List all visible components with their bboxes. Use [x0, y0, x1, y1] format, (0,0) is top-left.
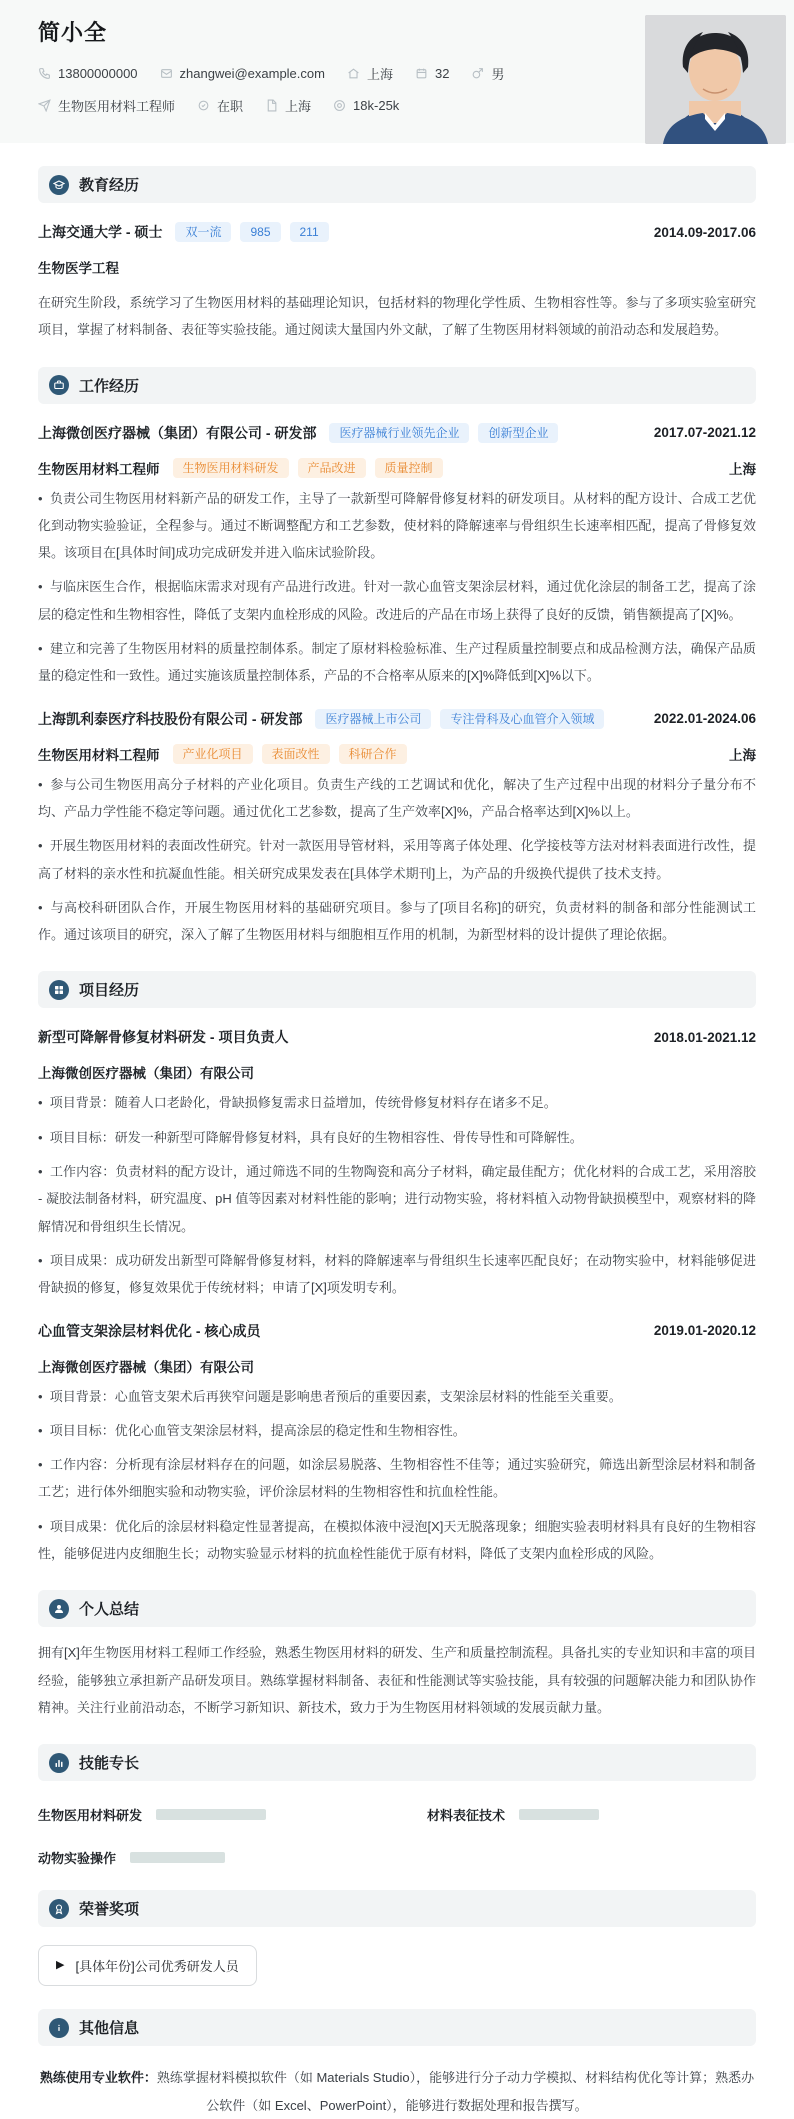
- project-company: 上海微创医疗器械（集团）有限公司: [38, 1359, 254, 1375]
- section-title-work: 工作经历: [79, 377, 140, 395]
- info-icon: [49, 2018, 69, 2038]
- age-icon: [415, 67, 428, 80]
- salary-item: [333, 98, 399, 113]
- status-item: [197, 96, 243, 115]
- bullet-item: • 负责公司生物医用材料新产品的研发工作，主导了一款新型可降解骨修复材料的研发项目。从材料的配方设计、合成工艺优化到动物实验验证，全程参与。通过不断调整配方和工艺参数，使材料的降解速率与骨组织生长速率相匹配，提高了骨修复效果。该项目在[具体时间]成功完成研发并进入临床试验阶段。: [38, 485, 756, 567]
- bullet-item: • 项目目标：优化心血管支架涂层材料，提高涂层的稳定性和生物相容性。: [38, 1417, 756, 1444]
- project-date: 2018.01-2021.12: [653, 1029, 756, 1045]
- bar-chart-icon: [49, 1753, 69, 1773]
- section-title-other: 其他信息: [79, 2020, 140, 2038]
- section-title-honors: 荣誉奖项: [79, 1901, 140, 1919]
- section-header-projects: [38, 971, 756, 1008]
- city-item: [265, 96, 311, 115]
- briefcase-icon: [49, 375, 69, 395]
- gender-item: [471, 64, 504, 83]
- project-name: 新型可降解骨修复材料研发 - 项目负责人: [38, 1029, 289, 1046]
- bullet-item: • 项目成果：优化后的涂层材料稳定性显著提高，在模拟体液中浸泡[X]天无脱落现象；细胞实验表明材料具有良好的生物相容性，能够促进内皮细胞生长；动物实验显示材料的抗血栓性能优于原有材料，降低了支架内血栓形成的风险。: [38, 1513, 756, 1568]
- skill-grid: [38, 1805, 756, 1867]
- education-tags: [175, 222, 328, 242]
- position-name: 生物医用材料工程师: [38, 747, 160, 763]
- age-item: [415, 66, 449, 81]
- education-major-row: [38, 257, 756, 277]
- position-tag: 产业化项目: [173, 744, 253, 764]
- work-bullets: [38, 485, 756, 690]
- bullet-item: • 工作内容：负责材料的配方设计，通过筛选不同的生物陶瓷和高分子材料，确定最佳配方；优化材料的合成工艺，采用溶胶 - 凝胶法制备材料，研究温度、pH 值等因素对材料性能的影响；进行动物实验，将材料植入动物骨缺损模型中，观察材料的降解情况和骨组织生长情况。: [38, 1158, 756, 1240]
- section-title-projects: 项目经历: [79, 982, 140, 1000]
- bullet-item: • 开展生物医用材料的表面改性研究。针对一款医用导管材料，采用等离子体处理、化学接枝等方法对材料表面进行改性，提高了材料的亲水性和抗凝血性能。相关研究成果发表在[具体学术期刊]上，为产品的升级换代提供了技术支持。: [38, 832, 756, 887]
- education-tag: 985: [240, 222, 280, 242]
- company-tag: 专注骨科及心血管介入领域: [440, 709, 604, 729]
- project-company-row: [38, 1062, 756, 1082]
- bullet-item: • 项目背景：心血管支架术后再狭窄问题是影响患者预后的重要因素，支架涂层材料的性能至关重要。: [38, 1383, 756, 1410]
- bullet-item: • 建立和完善了生物医用材料的质量控制体系。制定了原材料检验标准、生产过程质量控制要点和成品检测方法，确保产品质量的稳定性和一致性。通过实施该质量控制体系，产品的不合格率从原来的[X]%降低到[X]%以下。: [38, 635, 756, 690]
- honor-item[interactable]: [38, 1945, 257, 1986]
- other-info-label: 熟练使用专业软件：: [39, 2070, 157, 2086]
- project-entry-head: [38, 1321, 756, 1341]
- section-header-summary: [38, 1590, 756, 1627]
- project-date: 2019.01-2020.12: [653, 1323, 756, 1339]
- work-date: 2022.01-2024.06: [653, 711, 756, 727]
- skill-name: 动物实验操作: [38, 1851, 117, 1867]
- phone-value: 13800000000: [58, 66, 138, 81]
- section-header-other: [38, 2009, 756, 2046]
- major-name: 生物医学工程: [38, 261, 119, 276]
- position-tag: 生物医用材料研发: [173, 458, 289, 478]
- skill-row: [38, 1848, 367, 1867]
- age-value: 32: [434, 66, 450, 81]
- section-title-summary: 个人总结: [79, 1601, 140, 1619]
- section-header-education: [38, 166, 756, 203]
- email-value: zhangwei@example.com: [179, 66, 325, 81]
- resume-body: [0, 166, 794, 2119]
- job-title-value: 生物医用材料工程师: [58, 99, 176, 114]
- education-tag: 双一流: [175, 222, 231, 242]
- bullet-item: • 工作内容：分析现有涂层材料存在的问题，如涂层易脱落、生物相容性不佳等；通过实验研究，筛选出新型涂层材料和制备工艺；进行体外细胞实验和动物实验，评价涂层材料的生物相容性和抗血栓性能。: [38, 1451, 756, 1506]
- city-icon: [265, 99, 278, 112]
- position-name: 生物医用材料工程师: [38, 461, 160, 477]
- company-name: 上海微创医疗器械（集团）有限公司 - 研发部: [38, 424, 317, 441]
- bullet-item: • 与高校科研团队合作，开展生物医用材料的基础研究项目。参与了[项目名称]的研究，负责材料的制备和部分性能测试工作。通过该项目的研究，深入了解了生物医用材料与细胞相互作用的机制，为新型材料的设计提供了理论依据。: [38, 894, 756, 949]
- bullet-item: • 项目背景：随着人口老龄化，骨缺损修复需求日益增加，传统骨修复材料存在诸多不足。: [38, 1089, 756, 1116]
- section-title-skills: 技能专长: [79, 1755, 140, 1773]
- bullet-item: • 与临床医生合作，根据临床需求对现有产品进行改进。针对一款心血管支架涂层材料，通过优化涂层的制备工艺，提高了涂层的稳定性和生物相容性，降低了支架内血栓形成的风险。改进后的产品在市场上获得了良好的反馈，销售额提高了[X]%。: [38, 573, 756, 628]
- grid-icon: [49, 980, 69, 1000]
- home-icon: [347, 67, 360, 80]
- company-tags: [329, 423, 558, 443]
- company-tag: 医疗器械上市公司: [315, 709, 431, 729]
- other-info-text: 熟练掌握材料模拟软件（如 Materials Studio），能够进行分子动力学模拟、材料结构优化等计算；熟悉办公软件（如 Excel、PowerPoint），能够进行数据处理和报告撰写。: [156, 2070, 755, 2113]
- gender-value: 男: [491, 67, 505, 82]
- phone-icon: [38, 67, 51, 80]
- status-icon: [197, 99, 210, 112]
- medal-icon: [49, 1899, 69, 1919]
- location-item: [347, 64, 393, 83]
- candidate-name: 简小全: [38, 20, 108, 45]
- skill-row: [38, 1805, 367, 1824]
- skill-level-bar: [130, 1852, 225, 1863]
- section-title-education: 教育经历: [79, 177, 140, 194]
- work-location: 上海: [729, 747, 756, 763]
- education-date: 2014.09-2017.06: [653, 224, 756, 240]
- section-header-work: [38, 367, 756, 404]
- position-tags: [173, 458, 443, 478]
- skill-name: 生物医用材料研发: [38, 1808, 143, 1824]
- bullet-item: • 项目目标：研发一种新型可降解骨修复材料，具有良好的生物相容性、骨传导性和可降解性。: [38, 1124, 756, 1151]
- person-icon: [49, 1599, 69, 1619]
- work-entry-head: [38, 423, 756, 443]
- position-tag: 表面改性: [262, 744, 330, 764]
- status-value: 在职: [217, 99, 244, 114]
- company-tags: [315, 709, 604, 729]
- project-bullets: [38, 1383, 756, 1568]
- position-tag: 质量控制: [375, 458, 443, 478]
- company-tag: 创新型企业: [478, 423, 558, 443]
- project-bullets: [38, 1089, 756, 1301]
- education-tag: 211: [290, 222, 329, 242]
- resume-header: [0, 0, 794, 143]
- skill-name: 材料表征技术: [427, 1808, 506, 1824]
- school-name: 上海交通大学 - 硕士: [38, 224, 163, 240]
- other-info-paragraph: [38, 2064, 756, 2119]
- work-position-row: [38, 458, 756, 478]
- email-item: [160, 66, 325, 81]
- salary-icon: [333, 99, 346, 112]
- portrait-illustration: [645, 15, 786, 144]
- city-value: 上海: [285, 99, 312, 114]
- email-icon: [160, 67, 173, 80]
- job-title-item: [38, 96, 175, 115]
- education-description: 在研究生阶段，系统学习了生物医用材料的基础理论知识，包括材料的物理化学性质、生物相容性等。参与了多项实验室研究项目，掌握了材料制备、表征等实验技能。通过阅读大量国内外文献，了解了生物医用材料领域的前沿动态和发展趋势。: [38, 295, 756, 338]
- bullet-item: • 参与公司生物医用高分子材料的产业化项目。负责生产线的工艺调试和优化，解决了生产过程中出现的材料分子量分布不均、产品力学性能不稳定等问题。通过优化工艺参数，提高了生产效率[X]%，产品合格率达到[X]%以上。: [38, 771, 756, 826]
- honor-text: [具体年份]公司优秀研发人员: [75, 1959, 239, 1975]
- project-entry-head: [38, 1027, 756, 1047]
- skill-level-bar: [519, 1809, 599, 1820]
- expand-arrow-icon[interactable]: ▶: [56, 1959, 65, 1972]
- company-name: 上海凯利泰医疗科技股份有限公司 - 研发部: [38, 710, 303, 727]
- skill-row: [427, 1805, 756, 1824]
- work-position-row: [38, 744, 756, 764]
- job-title-icon: [38, 99, 51, 112]
- work-entry-head: [38, 709, 756, 729]
- gender-icon: [471, 67, 484, 80]
- project-company: 上海微创医疗器械（集团）有限公司: [38, 1066, 254, 1082]
- summary-text: 拥有[X]年生物医用材料工程师工作经验，熟悉生物医用材料的研发、生产和质量控制流程。具备扎实的专业知识和丰富的项目经验，能够独立承担新产品研发项目。熟练掌握材料制备、表征和性能测试等实验技能，具有较强的问题解决能力和团队协作精神。关注行业前沿动态，不断学习新知识、新技术，致力于为生物医用材料领域的发展贡献力量。: [38, 1645, 756, 1715]
- location-value: 上海: [366, 67, 393, 82]
- company-tag: 医疗器械行业领先企业: [329, 423, 469, 443]
- bullet-item: • 项目成果：成功研发出新型可降解骨修复材料，材料的降解速率与骨组织生长速率匹配良好；在动物实验中，材料能够促进骨缺损的修复，修复效果优于传统材料；申请了[X]项发明专利。: [38, 1247, 756, 1302]
- phone-item: [38, 66, 138, 81]
- position-tag: 产品改进: [298, 458, 366, 478]
- work-date: 2017.07-2021.12: [653, 425, 756, 441]
- section-header-skills: [38, 1744, 756, 1781]
- education-entry-head: [38, 222, 756, 242]
- project-company-row: [38, 1356, 756, 1376]
- work-location: 上海: [729, 461, 756, 477]
- work-bullets: [38, 771, 756, 949]
- position-tag: 科研合作: [339, 744, 407, 764]
- section-header-honors: [38, 1890, 756, 1927]
- salary-value: 18k-25k: [353, 98, 400, 113]
- position-tags: [173, 744, 407, 764]
- graduation-cap-icon: [49, 175, 69, 195]
- candidate-photo: [645, 15, 786, 144]
- project-name: 心血管支架涂层材料优化 - 核心成员: [38, 1322, 261, 1339]
- skill-level-bar: [156, 1809, 266, 1820]
